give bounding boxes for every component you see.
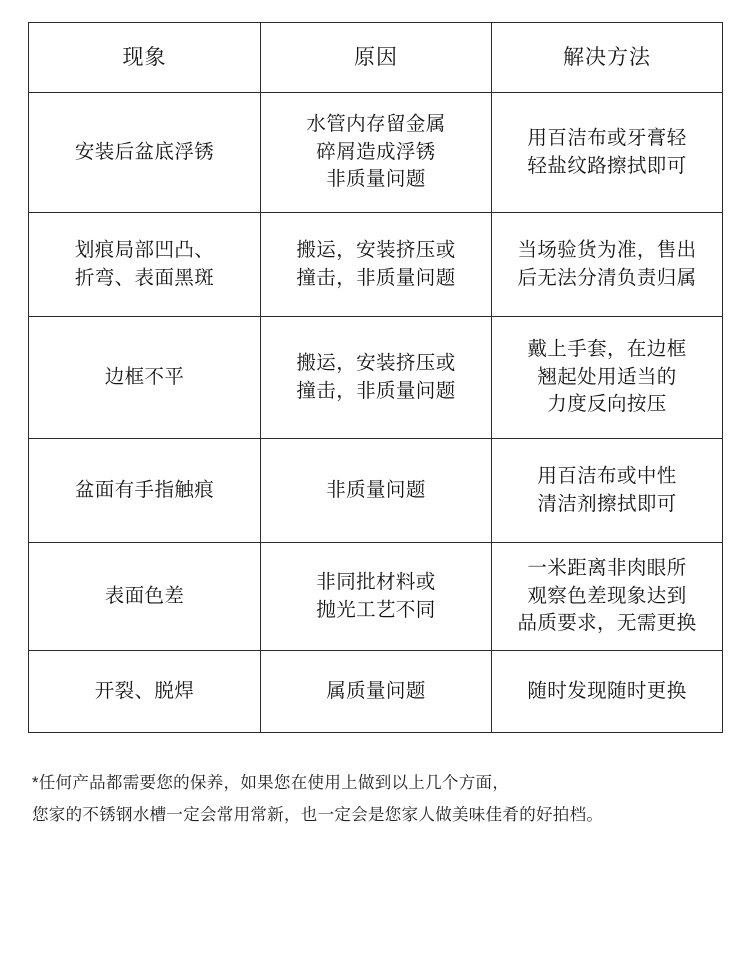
cell-line: 清洁剂擦拭即可 (537, 492, 677, 515)
cell-line: 撞击，非质量问题 (296, 266, 456, 289)
table-row (29, 439, 723, 543)
cell-line: 非质量问题 (326, 168, 426, 191)
cell-line: 边框不平 (104, 365, 185, 388)
maintenance-table (28, 22, 723, 733)
cell-line: 表面色差 (104, 584, 185, 607)
cell-line: 用百洁布或牙膏轻 (527, 126, 687, 149)
cell-cause (261, 543, 492, 651)
cell-phenomenon (29, 93, 261, 213)
cell-phenomenon (29, 439, 261, 543)
cell-line: 盆面有手指触痕 (74, 478, 215, 501)
cell-line: 划痕局部凹凸、 (74, 238, 215, 261)
cell-line: 属质量问题 (326, 679, 426, 702)
table-row (29, 93, 723, 213)
cell-phenomenon (29, 543, 261, 651)
cell-line: 用百洁布或中性 (537, 464, 677, 487)
column-header-cause: 原因 (261, 23, 492, 93)
cell-line: 水管内存留金属 (306, 112, 446, 135)
cell-line: 翘起处用适当的 (537, 365, 677, 388)
cell-line: 搬运，安装挤压或 (296, 351, 456, 374)
cell-line: 后无法分清负责归属 (517, 266, 697, 289)
cell-line: 抛光工艺不同 (316, 598, 436, 621)
table-row (29, 317, 723, 439)
cell-cause (261, 317, 492, 439)
cell-line: 轻盐纹路擦拭即可 (527, 154, 687, 177)
cell-solution (492, 439, 723, 543)
cell-line: 品质要求，无需更换 (517, 612, 697, 635)
cell-line: 戴上手套，在边框 (527, 337, 687, 360)
cell-cause (261, 439, 492, 543)
cell-line: 搬运，安装挤压或 (296, 238, 456, 261)
table-body (29, 93, 723, 733)
table-row (29, 543, 723, 651)
cell-line: 碎屑造成浮锈 (316, 140, 436, 163)
table-header (29, 23, 723, 93)
cell-solution (492, 213, 723, 317)
cell-cause (261, 213, 492, 317)
cell-line: 随时发现随时更换 (527, 679, 687, 702)
cell-line: 非同批材料或 (316, 570, 436, 593)
cell-solution (492, 93, 723, 213)
cell-solution (492, 317, 723, 439)
footnote-line-2: 您家的不锈钢水槽一定会常用常新，也一定会是您家人做美味佳肴的好拍档。 (32, 806, 604, 825)
cell-line: 力度反向按压 (547, 393, 667, 416)
cell-solution (492, 543, 723, 651)
cell-phenomenon (29, 317, 261, 439)
table-row (29, 213, 723, 317)
cell-cause (261, 651, 492, 733)
footnote (28, 767, 722, 831)
table-header-row (29, 23, 723, 93)
cell-solution (492, 651, 723, 733)
cell-phenomenon (29, 213, 261, 317)
cell-line: 开裂、脱焊 (94, 679, 195, 702)
cell-line: 安装后盆底浮锈 (74, 140, 215, 163)
cell-line: 撞击，非质量问题 (296, 379, 456, 402)
column-header-phenomenon: 现象 (29, 23, 261, 93)
table-row (29, 651, 723, 733)
cell-line: 一米距离非肉眼所 (527, 556, 687, 579)
cell-line: 非质量问题 (326, 478, 426, 501)
cell-cause (261, 93, 492, 213)
cell-line: 观察色差现象达到 (527, 584, 687, 607)
column-header-solution: 解决方法 (492, 23, 723, 93)
cell-line: 折弯、表面黑斑 (74, 266, 215, 289)
cell-line: 当场验货为准，售出 (517, 238, 697, 261)
footnote-line-1: *任何产品都需要您的保养，如果您在使用上做到以上几个方面， (32, 774, 510, 792)
cell-phenomenon (29, 651, 261, 733)
